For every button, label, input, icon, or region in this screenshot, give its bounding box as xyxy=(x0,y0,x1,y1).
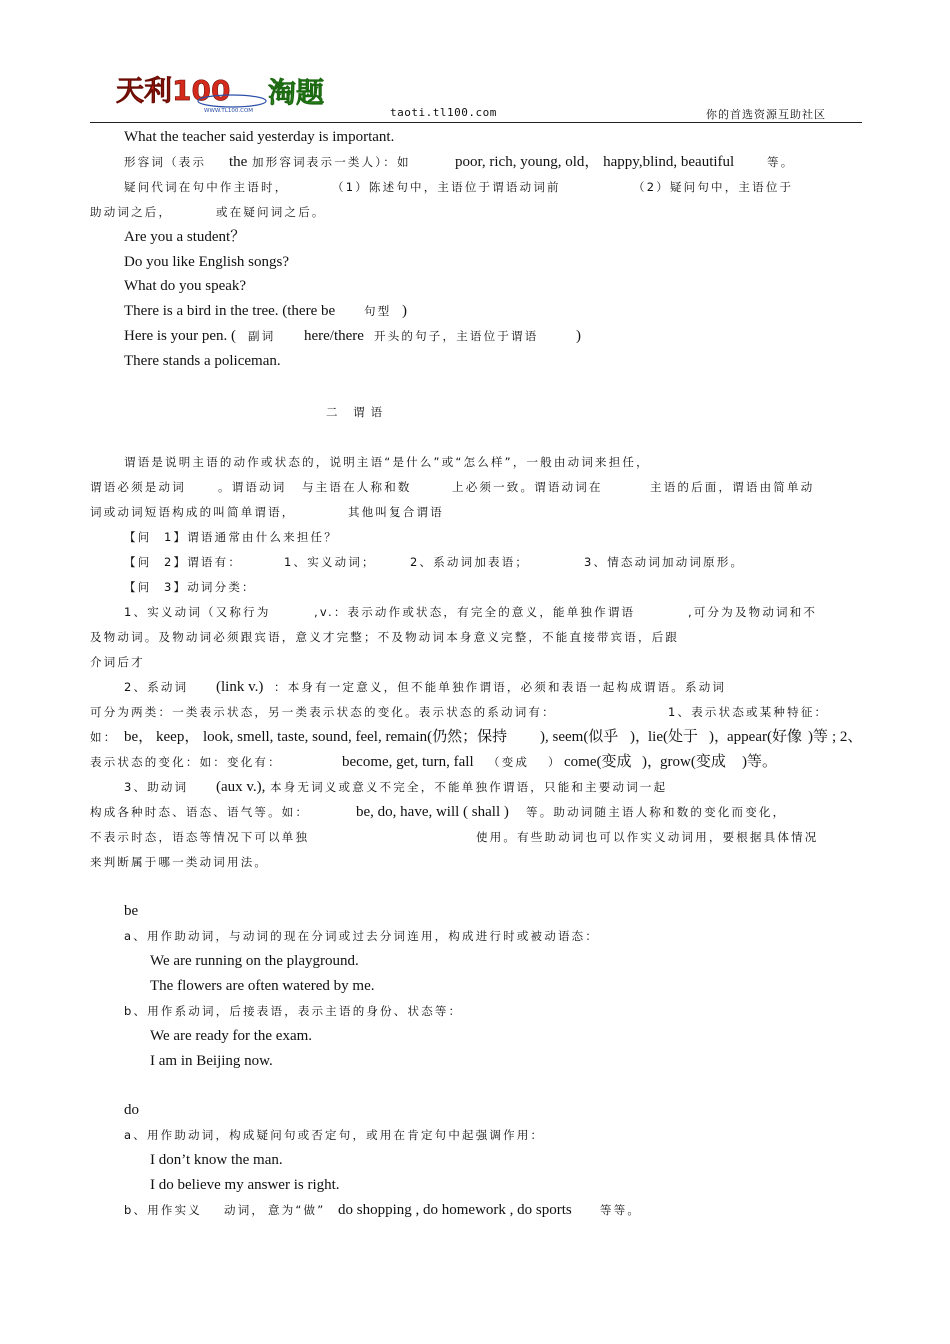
text-line: 如： be， keep， look, smell, taste, sound, feel, remain(仍然；保持 ), seem(似乎 )， lie(处于 )， appear(好像 )等 ; 2、 xyxy=(90,729,863,745)
text-line: 1、实义动词（又称行为 ,v.：表示动作或状态，有完全的意义，能单独作谓语 ,可分为及物动词和不 xyxy=(124,605,818,619)
question-line: 【问 3】动词分类： xyxy=(124,580,256,594)
example-sentence: I am in Beijing now. xyxy=(150,1053,273,1069)
example-sentence: Here is your pen. ( 副词 here/there 开头的句子，主语位于谓语 ) xyxy=(124,328,581,344)
text-line: 可分为两类：一类表示状态，另一类表示状态的变化。表示状态的系动词有： 1、表示状态或某种特征： xyxy=(90,705,829,719)
svg-text:淘题: 淘题 xyxy=(268,76,325,109)
text-line: 助动词之后， 或在疑问词之后。 xyxy=(90,205,326,219)
text-line: a、用作助动词，构成疑问句或否定句，或用在肯定句中起强调作用： xyxy=(124,1128,545,1142)
text-line: b、用作系动词，后接表语，表示主语的身份、状态等： xyxy=(124,1004,463,1018)
text-line: 来判断属于哪一类动词用法。 xyxy=(90,855,269,869)
text-line: 词或动词短语构成的叫简单谓语， 其他叫复合谓语 xyxy=(90,505,444,519)
text-line: 不表示时态，语态等情况下可以单独 使用。有些助动词也可以作实义动词用，要根据具体情况 xyxy=(90,830,819,844)
page-header xyxy=(90,62,862,124)
example-sentence: We are ready for the exam. xyxy=(150,1028,313,1044)
svg-text:WWW.TL100.COM: WWW.TL100.COM xyxy=(204,108,254,114)
text-line: 2、系动词 (link v.) ：本身有一定意义，但不能单独作谓语，必须和表语一起构成谓语。系动词 xyxy=(124,679,727,695)
subsection-heading: be xyxy=(124,903,139,919)
example-sentence: Are you a student？ xyxy=(124,229,246,245)
question-line: 【问 1】谓语通常由什么来担任？ xyxy=(124,530,338,544)
text-line: 谓语是说明主语的动作或状态的，说明主语“是什么”或“怎么样”，一般由动词来担任， xyxy=(124,455,650,469)
text-line: 表示状态的变化：如：变化有： become, get, turn, fall （变成 ） come(变成 )， grow(变成 )等。 xyxy=(90,754,777,770)
header-divider xyxy=(90,122,862,123)
text-line: a、用作助动词，与动词的现在分词或过去分词连用，构成进行时或被动语态： xyxy=(124,929,600,943)
example-sentence: The flowers are often watered by me. xyxy=(150,978,375,994)
example-sentence: What the teacher said yesterday is important. xyxy=(124,129,395,145)
example-sentence: There is a bird in the tree. (there be 句型 ) xyxy=(124,303,407,319)
text-line: 构成各种时态、语态、语气等。如： be, do, have, will ( shall ) 等。助动词随主语人称和数的变化而变化， xyxy=(90,804,787,820)
text-line: 疑问代词在句中作主语时， （1）陈述句中，主语位于谓语动词前 （2）疑问句中，主语位于 xyxy=(124,180,794,194)
text-line: 3、助动词 (aux v.), 本身无词义或意义不完全，不能单独作谓语，只能和主要动词一起 xyxy=(124,779,668,795)
question-line: 【问 2】谓语有： 1、实义动词； 2、系动词加表语； 3、情态动词加动词原形。 xyxy=(124,555,745,569)
example-sentence: I don’t know the man. xyxy=(150,1152,283,1168)
example-sentence: What do you speak? xyxy=(124,278,247,294)
text-line: 谓语必须是动词 。谓语动词 与主语在人称和数 上必须一致。谓语动词在 主语的后面，谓语由简单动 xyxy=(90,480,815,494)
svg-text:天利100: 天利100 xyxy=(116,74,231,107)
example-sentence: Do you like English songs? xyxy=(124,254,289,270)
text-line: 介词后才 xyxy=(90,655,145,669)
example-sentence: There stands a policeman. xyxy=(124,353,281,369)
example-sentence: We are running on the playground. xyxy=(150,953,359,969)
site-slogan: 你的首选资源互助社区 xyxy=(706,108,826,121)
section-title: 二 谓语 xyxy=(326,405,389,419)
text-line: 及物动词。及物动词必须跟宾语，意义才完整；不及物动词本身意义完整，不能直接带宾语，后跟 xyxy=(90,630,680,644)
text-line: b、用作实义 动词， 意为“做” do shopping , do homework , do sports 等等。 xyxy=(124,1202,642,1218)
example-sentence: I do believe my answer is right. xyxy=(150,1177,340,1193)
tianli100-logo xyxy=(114,68,340,114)
subsection-heading: do xyxy=(124,1102,139,1118)
text-line: 形容词（表示 the 加形容词表示一类人）：如 poor, rich, young, old， happy,blind, beautiful 等。 xyxy=(124,154,795,170)
site-url[interactable]: taoti.tl100.com xyxy=(390,106,497,119)
